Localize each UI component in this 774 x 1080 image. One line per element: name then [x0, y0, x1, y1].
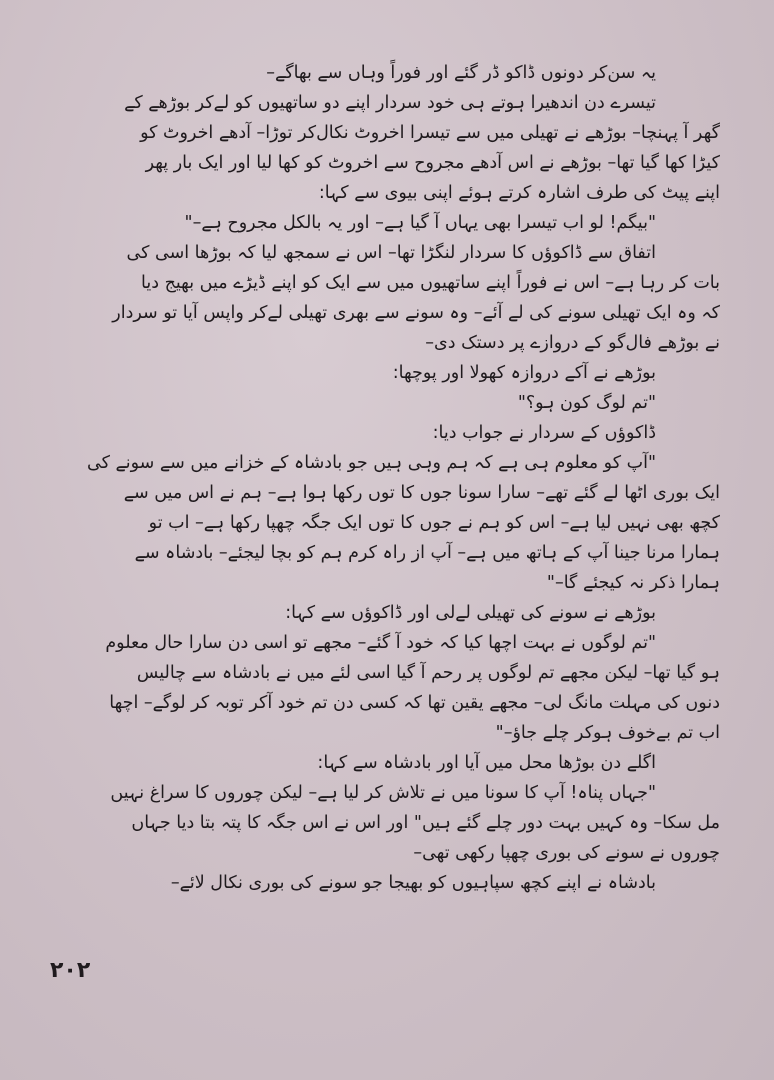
text-line: اب تم بےخوف ہوکر چلے جاؤ–"	[495, 723, 720, 743]
text-line: "جہاں پناہ! آپ کا سونا میں نے تلاش کر لیا ہے– لیکن چوروں کا سراغ نہیں	[110, 783, 656, 803]
text-line: ہمارا ذکر نہ کیجئے گا–"	[546, 573, 720, 593]
text-line: بوڑھے نے آکے دروازہ کھولا اور پوچھا:	[392, 363, 656, 383]
text-line: نے بوڑھے فال‌گو کے دروازے پر دستک دی–	[425, 333, 720, 353]
text-line: "بیگم! لو اب تیسرا بھی یہاں آ گیا ہے– اور یہ بالکل مجروح ہے–"	[184, 213, 656, 233]
text-line: "تم لوگوں نے بہت اچھا کیا کہ خود آ گئے– مجھے تو اسی دن سارا حال معلوم	[105, 633, 656, 653]
text-line: مل سکا– وہ کہیں بہت دور چلے گئے ہیں" اور اس نے اس جگہ کا پتہ بتا دیا جہاں	[131, 813, 720, 833]
text-line: اتفاق سے ڈاکوؤں کا سردار لنگڑا تھا– اس نے سمجھ لیا کہ بوڑھا اسی کی	[126, 243, 656, 263]
text-line: دنوں کی مہلت مانگ لی– مجھے یقین تھا کہ کسی دن تم خود آکر توبہ کر لوگے– اچھا	[109, 693, 720, 713]
text-line: کیڑا کھا گیا تھا– بوڑھے نے اس آدھے مجروح سے اخروٹ کو کھا لیا اور ایک بار پھر	[145, 153, 720, 173]
text-line: اپنے پیٹ کی طرف اشارہ کرتے ہوئے اپنی بیوی سے کہا:	[318, 183, 720, 203]
text-line: گھر آ پہنچا– بوڑھے نے تھیلی میں سے تیسرا اخروٹ نکال‌کر توڑا– آدھے اخروٹ کو	[140, 123, 720, 143]
text-line: کہ وہ ایک تھیلی سونے کی لے آئے– وہ سونے سے بھری تھیلی لےکر واپس آیا تو سردار	[112, 303, 720, 323]
text-line: ایک بوری اٹھا لے گئے تھے– سارا سونا جوں کا توں رکھا ہوا ہے– ہم نے اس میں سے	[123, 483, 720, 503]
text-line: ہمارا مرنا جینا آپ کے ہاتھ میں ہے– آپ از راہ کرم ہم کو بچا لیجئے– بادشاہ سے	[134, 543, 720, 563]
text-line: "تم لوگ کون ہو؟"	[517, 393, 656, 413]
text-line: بادشاہ نے اپنے کچھ سپاہیوں کو بھیجا جو سونے کی بوری نکال لائے–	[170, 873, 656, 893]
text-line: "آپ کو معلوم ہی ہے کہ ہم وہی ہیں جو بادشاہ کے خزانے میں سے سونے کی	[86, 453, 656, 473]
text-line: اگلے دن بوڑھا محل میں آیا اور بادشاہ سے کہا:	[317, 753, 656, 773]
text-line: بوڑھے نے سونے کی تھیلی لےلی اور ڈاکوؤں سے کہا:	[285, 603, 656, 623]
text-line: یہ سن‌کر دونوں ڈاکو ڈر گئے اور فوراً وہاں سے بھاگے–	[266, 63, 656, 83]
text-line: بات کر رہا ہے– اس نے فوراً اپنے ساتھیوں میں سے ایک کو اپنے ڈیڑے میں بھیج دیا	[141, 273, 720, 293]
text-line: ہو گیا تھا– لیکن مجھے تم لوگوں پر رحم آ گیا اسی لئے میں نے بادشاہ سے چالیس	[136, 663, 720, 683]
text-line: چوروں نے سونے کی بوری چھپا رکھی تھی–	[413, 843, 720, 863]
body-text	[30, 58, 720, 898]
page-number: ۲۰۲	[50, 958, 91, 983]
text-line: ڈاکوؤں کے سردار نے جواب دیا:	[432, 423, 656, 443]
text-line: تیسرے دن اندھیرا ہوتے ہی خود سردار اپنے دو ساتھیوں کو لےکر بوڑھے کے	[124, 93, 656, 113]
text-line: کچھ بھی نہیں لیا ہے– اس کو ہم نے جوں کا توں ایک جگہ چھپا رکھا ہے– اب تو	[148, 513, 720, 533]
